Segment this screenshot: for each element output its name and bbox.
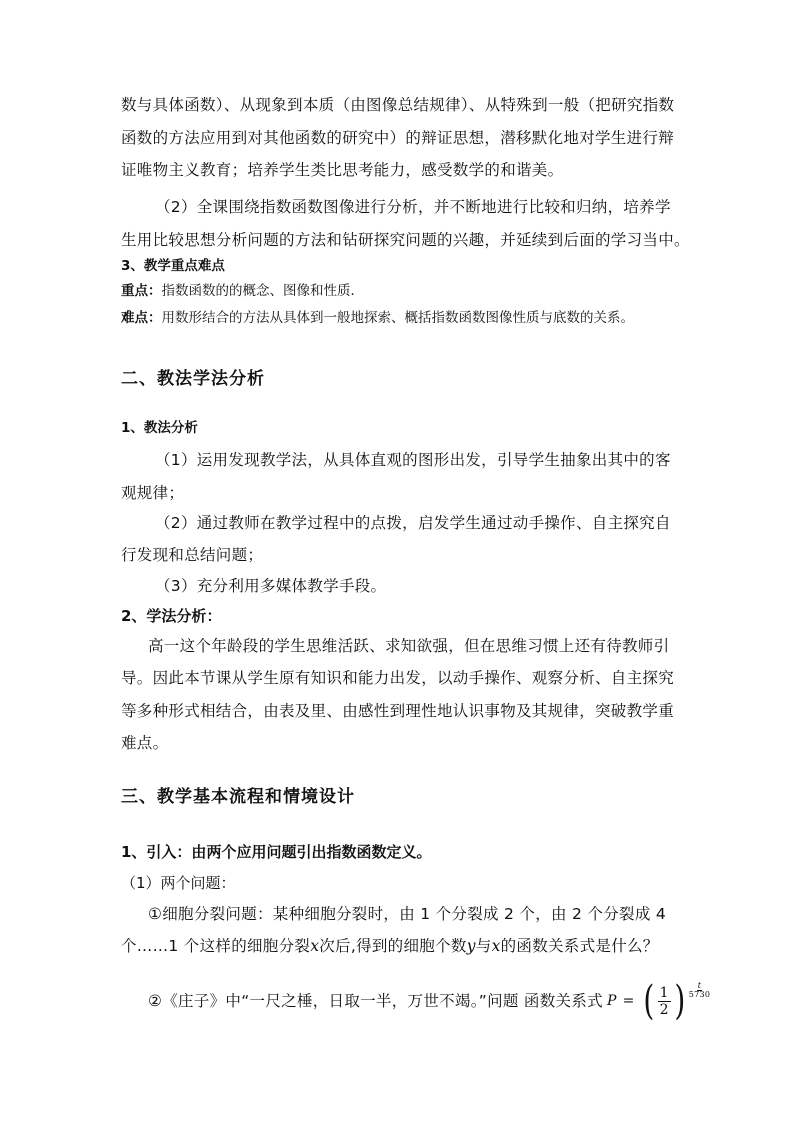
list-item-line: （2）通过教师在教学过程中的点拨，启发学生通过动手操作、自主探究自 [155, 514, 671, 532]
paragraph-line: 函数的方法应用到对其他函数的研究中）的辩证思想，潜移默化地对学生进行辩 [121, 129, 675, 147]
list-item-line: （3）充分利用多媒体教学手段。 [155, 577, 387, 595]
paragraph-line: 证唯物主义教育；培养学生类比思考能力，感受数学的和谐美。 [121, 161, 564, 179]
variable-x: x [310, 937, 320, 955]
function-formula: P = ( $\frac{1}{2}$ ) t 5730 [606, 978, 711, 1024]
list-item-line: 行发现和总结问题； [121, 546, 264, 564]
question-line: 个……1 个这样的细胞分裂x次后,得到的细胞个数y与x的函数关系式是什么？ [121, 937, 659, 955]
right-paren: ) [674, 978, 686, 1024]
difficulty-label: 难点： [121, 310, 162, 326]
subheading: 2、学法分析： [121, 607, 222, 625]
key-label: 重点： [121, 283, 162, 299]
paragraph-line: 导。因此本节课从学生原有知识和能力出发，以动手操作、观察分析、自主探究 [121, 669, 675, 687]
paragraph-line: 生用比较思想分析问题的方法和钻研探究问题的兴趣，并延续到后面的学习当中。 [121, 231, 690, 249]
variable-x: x [491, 937, 501, 955]
section-heading: 二、教法学法分析 [121, 369, 265, 389]
subheading: 1、教法分析 [121, 420, 198, 436]
variable-y: y [466, 937, 476, 955]
paragraph-line: 数与具体函数）、从现象到本质（由图像总结规律）、从特殊到一般（把研究指数 [121, 96, 675, 114]
fraction: $\frac{1}{2}$ [659, 984, 669, 1018]
question-line: ①细胞分裂问题：某种细胞分裂时，由 1 个分裂成 2 个，由 2 个分裂成 4 [148, 905, 667, 923]
exponent-fraction: t 5730 [688, 980, 711, 999]
key-point-line [121, 281, 364, 301]
question-label: （1）两个问题： [121, 874, 236, 892]
paragraph-line: （2）全课围绕指数函数图像进行分析，并不断地进行比较和归纳，培养学 [155, 198, 671, 216]
difficulty-line [121, 308, 634, 328]
difficulty-text: 用数形结合的方法从具体到一般地探索、概括指数函数图像性质与底数的关系。 [161, 310, 634, 326]
question-line: ②《庄子》中“一尺之棰，日取一半，万世不竭。”问题 函数关系式 P = ( $\frac{1}{2}$ ) t 5730 [148, 978, 711, 1024]
section-heading: 三、教学基本流程和情境设计 [121, 787, 355, 807]
paragraph-line: 高一这个年龄段的学生思维活跃、求知欲强，但在思维习惯上还有待教师引 [148, 637, 670, 655]
subheading-key-points: 3、教学重点难点 [121, 258, 225, 274]
list-item-line: 观规律； [121, 484, 185, 502]
paragraph-line: 难点。 [121, 734, 169, 752]
subheading: 1、引入：由两个应用问题引出指数函数定义。 [121, 843, 432, 861]
paragraph-line: 等多种形式相结合，由表及里、由感性到理性地认识事物及其规律，突破教学重 [121, 702, 675, 720]
list-item-line: （1）运用发现教学法，从具体直观的图形出发，引导学生抽象出其中的客 [155, 451, 671, 469]
key-text: 指数函数的的概念、图像和性质． [161, 283, 364, 299]
left-paren: ( [643, 978, 655, 1024]
